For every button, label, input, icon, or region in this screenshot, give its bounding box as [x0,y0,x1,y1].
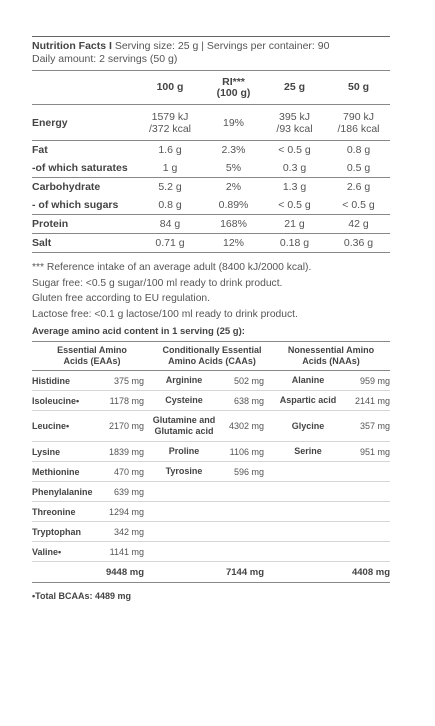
naa-value: 2141 mg [344,391,390,411]
value-25g: 0.3 g [282,162,307,174]
eaa-value: 1141 mg [96,542,152,562]
amino-row [32,462,390,482]
empty-cell [216,502,272,522]
energy-25g [262,105,327,141]
energy-50g [327,105,390,141]
amino-row [32,522,390,542]
empty-cell [152,562,216,583]
group-caa [152,342,272,371]
empty-cell [344,522,390,542]
eaa-value: 375 mg [96,371,152,391]
value-50g: 2.6 g [327,178,390,197]
empty-cell [216,482,272,502]
value-ri: 2.3% [205,141,262,160]
col-ri-label: RI*** [222,75,245,88]
value-50g: < 0.5 g [342,199,375,211]
serving-info [32,40,390,53]
empty-cell [216,522,272,542]
amino-row [32,391,390,411]
eaa-name: Histidine [32,371,96,391]
group-caa-line2: Amino Acids (CAAs) [168,356,256,366]
nutrition-table [32,70,390,253]
eaa-value: 639 mg [96,482,152,502]
eaa-value: 1178 mg [96,391,152,411]
caa-value: 638 mg [216,391,272,411]
naa-value: 959 mg [344,371,390,391]
caa-name: Cysteine [152,391,216,411]
amino-totals-row [32,562,390,583]
empty-cell [344,502,390,522]
naa-total: 4408 mg [344,562,390,583]
naa-name: Alanine [272,371,344,391]
carbohydrate-row [32,178,390,197]
amino-row [32,482,390,502]
value-ri: 12% [205,234,262,253]
energy-50g-kj: 790 kJ [343,110,374,123]
eaa-name: Leucine• [32,411,96,442]
naa-empty [272,462,344,482]
caa-value: 502 mg [216,371,272,391]
empty-cell [216,542,272,562]
caa-value: 4302 mg [216,411,272,442]
empty-cell [272,522,344,542]
eaa-value: 1294 mg [96,502,152,522]
caa-name-line2: Glutamic acid [154,426,214,436]
value-25g: 21 g [262,215,327,234]
amino-row [32,542,390,562]
col-25g: 25 g [262,71,327,105]
nutrient-label: - of which sugars [32,199,119,211]
eaa-value: 470 mg [96,462,152,482]
sugar-free-note: Sugar free: <0.5 g sugar/100 ml ready to drink product. [32,277,283,289]
col-ri-basis: (100 g) [216,86,251,99]
caa-value: 596 mg [216,462,272,482]
group-caa-line1: Conditionally Essential [162,345,262,355]
col-ri [205,71,262,105]
value-ri: 0.89% [218,199,249,211]
amino-row [32,442,390,462]
value-ri: 2% [205,178,262,197]
naa-name: Aspartic acid [272,391,344,411]
naa-value: 357 mg [344,411,390,442]
value-25g: 0.18 g [262,234,327,253]
salt-row [32,234,390,253]
value-50g: 0.8 g [327,141,390,160]
saturates-row [32,159,390,178]
value-ri: 168% [205,215,262,234]
empty-cell [152,482,216,502]
value-25g: < 0.5 g [262,141,327,160]
protein-row [32,215,390,234]
eaa-name: Phenylalanine [32,482,96,502]
value-100g: 1 g [162,162,178,174]
group-naa-line2: Acids (NAAs) [302,356,360,366]
eaa-name: Isoleucine• [32,391,96,411]
empty-cell [32,562,96,583]
footnotes [32,260,390,322]
eaa-total: 9448 mg [96,562,152,583]
value-50g: 0.5 g [346,162,371,174]
eaa-name: Tryptophan [32,522,96,542]
naa-name: Glycine [272,411,344,442]
empty-cell [152,522,216,542]
amino-row [32,371,390,391]
value-ri: 5% [225,162,242,174]
empty-cell [272,542,344,562]
value-25g: 1.3 g [262,178,327,197]
bcaa-total: •Total BCAAs: 4489 mg [32,591,132,601]
energy-50g-kcal: /186 kcal [337,122,380,135]
nutrient-label: Protein [32,215,135,234]
caa-name: Proline [152,442,216,462]
eaa-name: Lysine [32,442,96,462]
energy-25g-kcal: /93 kcal [276,122,313,135]
caa-name-line1: Glutamine and [152,415,216,425]
col-50g: 50 g [327,71,390,105]
empty-cell [152,542,216,562]
empty-cell [272,502,344,522]
naa-empty [344,462,390,482]
energy-100g-kcal: /372 kcal [148,122,192,135]
empty-cell [344,542,390,562]
value-50g: 0.36 g [327,234,390,253]
fat-row [32,141,390,160]
value-100g: 1.6 g [135,141,205,160]
caa-name: Tyrosine [152,462,216,482]
nutrition-facts-title: Nutrition Facts I [32,40,112,52]
energy-label: Energy [32,116,68,129]
amino-title: Average amino acid content in 1 serving (25 g): [32,326,245,337]
nutrient-label: Fat [32,141,135,160]
group-naa-line1: Nonessential Amino [287,345,375,355]
caa-name: Arginine [152,371,216,391]
energy-25g-kj: 395 kJ [279,110,310,123]
caa-total: 7144 mg [216,562,272,583]
group-eaa-line2: Acids (EAAs) [63,356,121,366]
label-header [32,37,390,70]
value-100g: 84 g [135,215,205,234]
naa-value: 951 mg [344,442,390,462]
daily-amount: Daily amount: 2 servings (50 g) [32,53,178,65]
value-100g: 0.8 g [158,199,182,211]
nutrient-label: Salt [32,234,135,253]
value-100g: 5.2 g [135,178,205,197]
lactose-free-note: Lactose free: <0.1 g lactose/100 ml ready to drink product. [32,308,298,320]
energy-row [32,105,390,141]
empty-cell [272,482,344,502]
nutrition-header-row [32,71,390,105]
empty-cell [272,562,344,583]
caa-value: 1106 mg [216,442,272,462]
amino-header-row [32,342,390,371]
energy-ri: 19% [222,116,244,129]
col-100g: 100 g [135,71,205,105]
eaa-value: 2170 mg [96,411,152,442]
eaa-value: 342 mg [96,522,152,542]
header-blank [32,71,135,105]
nutrient-label: Carbohydrate [32,178,135,197]
nutrient-label: -of which saturates [32,162,128,174]
sugars-row [32,196,390,215]
gluten-free-note: Gluten free according to EU regulation. [32,293,211,304]
energy-100g-kj: 1579 kJ [151,110,189,123]
value-25g: < 0.5 g [278,199,311,211]
group-eaa [32,342,152,371]
serving-line: Serving size: 25 g | Servings per container: 90 [114,40,330,52]
value-100g: 0.71 g [135,234,205,253]
energy-100g [135,105,205,141]
eaa-name: Methionine [32,462,96,482]
group-naa [272,342,390,371]
naa-name: Serine [272,442,344,462]
empty-cell [152,502,216,522]
eaa-name: Threonine [32,502,96,522]
value-50g: 42 g [327,215,390,234]
nutrition-label [32,36,390,601]
empty-cell [344,482,390,502]
amino-row [32,411,390,442]
group-eaa-line1: Essential Amino [57,345,127,355]
eaa-name: Valine• [32,542,96,562]
amino-acid-table [32,341,390,583]
amino-row [32,502,390,522]
caa-name [152,411,216,442]
ri-footnote: *** Reference intake of an average adult (8400 kJ/2000 kcal). [32,262,312,273]
eaa-value: 1839 mg [96,442,152,462]
